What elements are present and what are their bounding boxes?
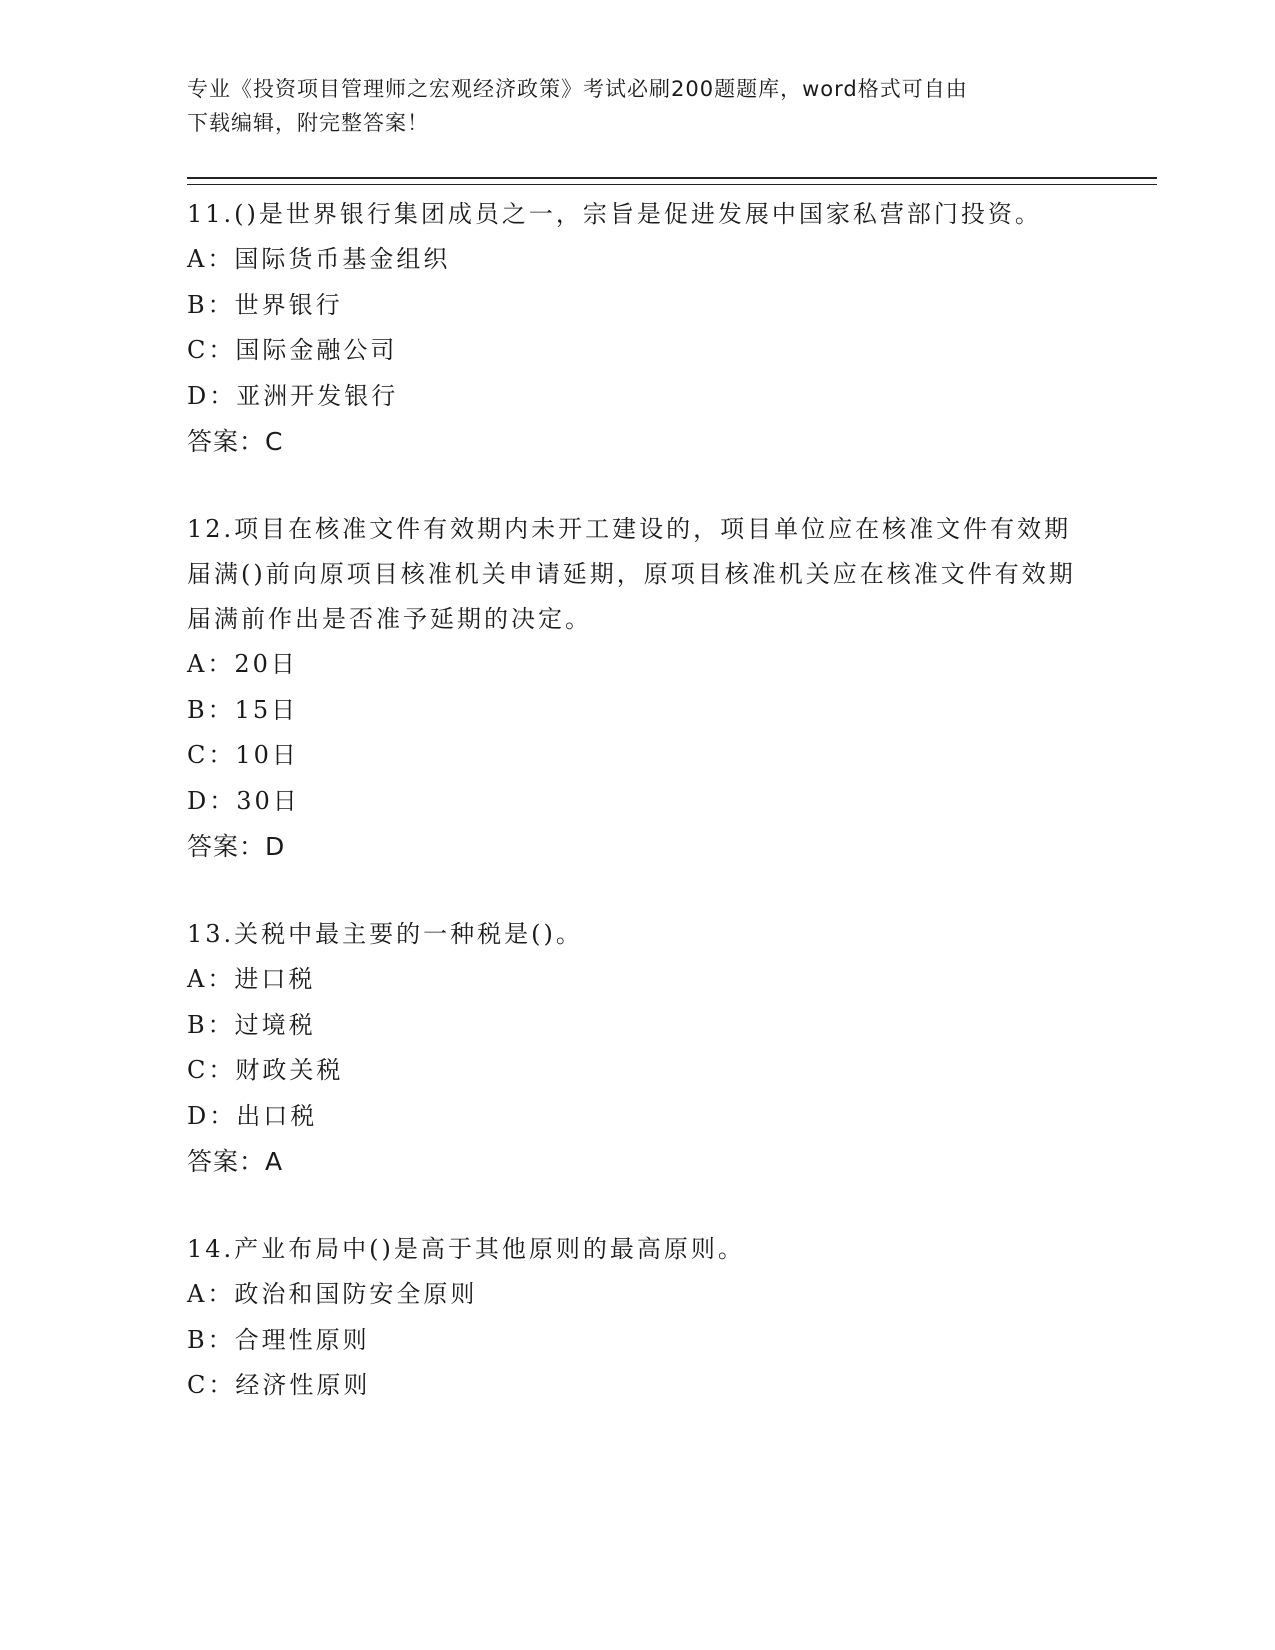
question-14 <box>187 1227 1077 1409</box>
option-list <box>187 237 1077 419</box>
option-a: A：国际货币基金组织 <box>187 245 451 273</box>
option-c: C：国际金融公司 <box>187 336 398 364</box>
header-line-2: 下载编辑，附完整答案！ <box>187 111 429 135</box>
header-line-1: 专业《投资项目管理师之宏观经济政策》考试必刷200题题库，word格式可自由 <box>187 77 968 101</box>
option-d: D：亚洲开发银行 <box>187 381 399 410</box>
option-list <box>187 1272 1077 1409</box>
question-list <box>187 192 1077 1452</box>
question-stem: 12.项目在核准文件有效期内未开工建设的，项目单位应在核准文件有效期届满()前向原项目核准机关申请延期，原项目核准机关应在核准文件有效期届满前作出是否准予延期的决定。 <box>187 515 1076 633</box>
question-13 <box>187 912 1077 1184</box>
option-c: C：10日 <box>187 741 299 769</box>
option-a: A：进口税 <box>187 965 316 993</box>
answer-text: 答案：A <box>187 1147 284 1176</box>
option-list <box>187 957 1077 1139</box>
answer-text: 答案：D <box>187 832 286 861</box>
option-c: C：财政关税 <box>187 1056 344 1084</box>
option-a: A：20日 <box>187 650 298 678</box>
option-b: B：世界银行 <box>187 290 343 319</box>
option-a: A：政治和国防安全原则 <box>187 1280 478 1308</box>
option-d: D：30日 <box>187 786 300 815</box>
document-header <box>187 72 1087 140</box>
option-list <box>187 642 1077 824</box>
header-rule-thin <box>187 184 1157 185</box>
option-d: D：出口税 <box>187 1101 318 1130</box>
question-12 <box>187 507 1077 869</box>
option-b: B：合理性原则 <box>187 1325 370 1354</box>
header-rule-thick <box>187 177 1157 179</box>
option-b: B：15日 <box>187 695 299 724</box>
question-stem: 13.关税中最主要的一种税是()。 <box>187 920 583 948</box>
answer-text: 答案：C <box>187 427 284 456</box>
question-stem: 11.()是世界银行集团成员之一，宗旨是促进发展中国家私营部门投资。 <box>187 200 1042 228</box>
option-c: C：经济性原则 <box>187 1371 371 1399</box>
option-b: B：过境税 <box>187 1010 316 1039</box>
question-stem: 14.产业布局中()是高于其他原则的最高原则。 <box>187 1235 745 1263</box>
question-11 <box>187 192 1077 464</box>
